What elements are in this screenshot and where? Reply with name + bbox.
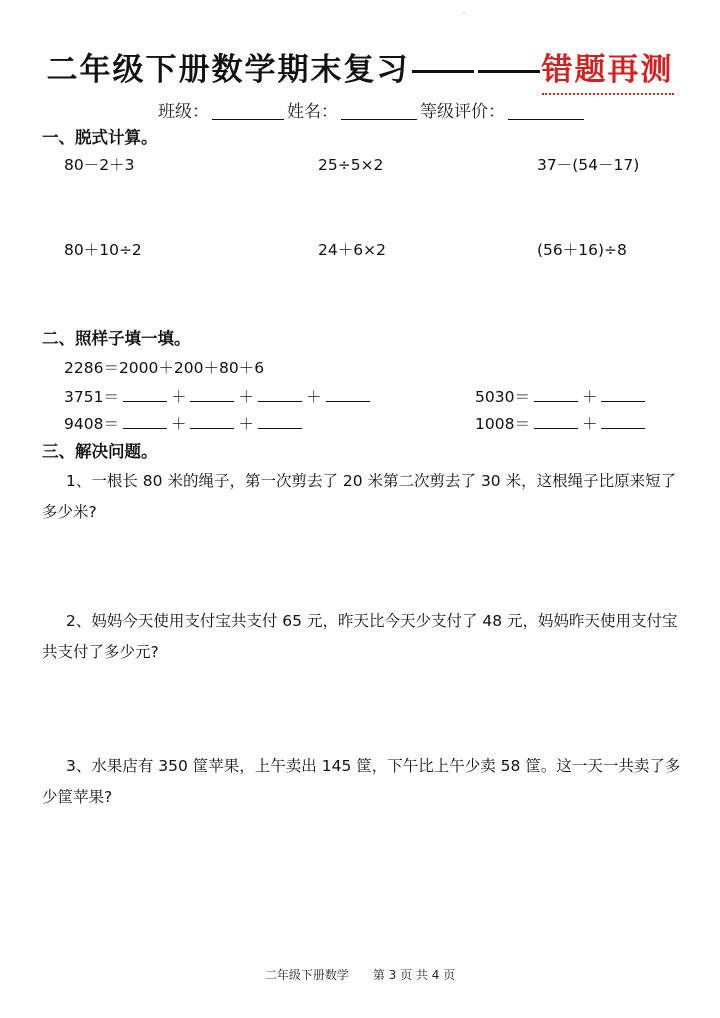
page-title [0,48,720,95]
grade-label: 等级评价： [420,102,505,122]
expression: 37－(54－17) [537,156,640,174]
class-field[interactable] [212,103,284,120]
name-label: 姓名： [287,102,338,122]
answer-blank[interactable] [534,387,578,402]
section2-heading: 二、照样子填一填。 [42,329,191,348]
word-problem: 3、水果店有 350 筐苹果，上午卖出 145 筐，下午比上午少卖 58 筐。这一天一共卖了多少筐苹果? [42,757,681,806]
answer-blank[interactable] [190,387,234,402]
expression: 24＋6×2 [318,241,386,259]
answer-blank[interactable] [258,414,302,429]
expression: 80－2＋3 [64,156,135,174]
answer-blank[interactable] [534,414,578,429]
name-field[interactable] [341,103,417,120]
answer-blank[interactable] [123,387,167,402]
answer-blank[interactable] [601,387,645,402]
decompose-row [475,413,649,435]
footer-page-number: 第 3 页 共 4 页 [372,968,456,982]
expression: (56＋16)÷8 [537,241,627,259]
expression: 80＋10÷2 [64,241,142,259]
scan-speck [463,12,465,14]
row-lead: 9408＝ [64,415,119,433]
plus-sign: ＋ [170,415,187,433]
decompose-row [64,413,306,435]
example-equation: 2286＝2000＋200＋80＋6 [64,359,265,377]
plus-sign: ＋ [305,388,322,406]
class-label: 班级： [158,102,209,122]
row-lead: 3751＝ [64,388,119,406]
page-footer [0,966,720,983]
row-lead: 5030＝ [475,388,530,406]
title-highlight: 错题再测 [542,48,674,95]
section1-heading: 一、脱式计算。 [42,128,158,147]
footer-subject: 二年级下册数学 [264,968,349,982]
title-dash-2 [478,70,540,73]
answer-blank[interactable] [123,414,167,429]
word-problem: 2、妈妈今天使用支付宝共支付 65 元，昨天比今天少支付了 48 元，妈妈昨天使用支付宝共支付了多少元? [42,612,678,661]
row-lead: 1008＝ [475,415,530,433]
word-problem: 1、一根长 80 米的绳子，第一次剪去了 20 米第二次剪去了 30 米，这根绳子比原来短了多少米? [42,472,677,521]
decompose-row [475,386,649,408]
section3-heading: 三、解决问题。 [42,442,158,461]
title-dash-1 [412,70,474,73]
plus-sign: ＋ [238,415,254,433]
plus-sign: ＋ [238,388,254,406]
answer-blank[interactable] [190,414,234,429]
decompose-row [64,386,374,408]
answer-blank[interactable] [601,414,645,429]
expression: 25÷5×2 [318,156,384,174]
plus-sign: ＋ [170,388,187,406]
answer-blank[interactable] [258,387,302,402]
title-main: 二年级下册数学期末复习 [46,52,410,88]
plus-sign: ＋ [581,388,598,406]
grade-field[interactable] [508,103,584,120]
plus-sign: ＋ [581,415,598,433]
answer-blank[interactable] [326,387,370,402]
student-info-line [158,101,587,123]
